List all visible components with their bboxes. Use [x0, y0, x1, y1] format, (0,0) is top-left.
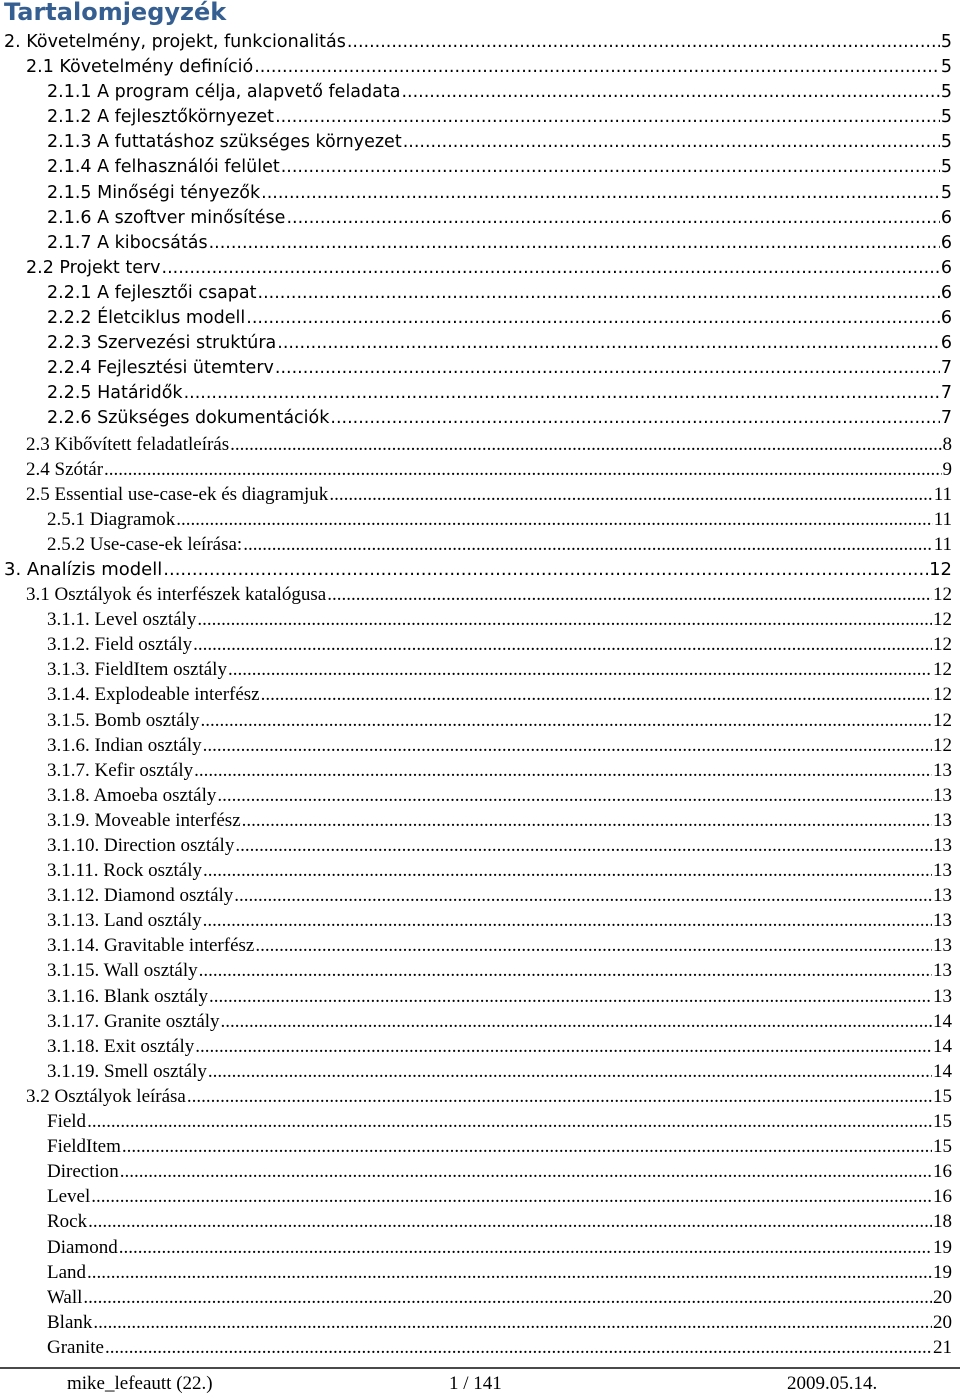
- toc-dot-leader: [255, 933, 932, 958]
- toc-entry[interactable]: [0, 231, 960, 256]
- toc-entry-label: 2.1.7 A kibocsátás: [47, 232, 208, 253]
- toc-entry-page-number: 13: [933, 910, 952, 932]
- toc-entry-label: 2.2.1 A fejlesztői csapat: [47, 282, 257, 303]
- toc-entry-page-number: 14: [933, 1010, 952, 1032]
- toc-entry-label: 2.1.3 A futtatáshoz szükséges környezet: [47, 132, 402, 153]
- toc-entry-label: 2.1.4 A felhasználói felület: [47, 157, 280, 178]
- toc-entry[interactable]: [0, 181, 960, 206]
- toc-entry-page-number: 7: [940, 408, 952, 429]
- toc-entry-page-number: 12: [933, 734, 952, 756]
- toc-entry-page-number: 13: [933, 960, 952, 982]
- toc-dot-leader: [254, 55, 940, 80]
- toc-entry-page-number: 13: [933, 835, 952, 856]
- toc-entry-page-number: 6: [940, 333, 952, 354]
- toc-entry-page-number: 18: [933, 1211, 952, 1233]
- toc-entry-page-number: 14: [933, 1060, 952, 1082]
- toc-dot-leader: [93, 1310, 932, 1335]
- toc-dot-leader: [228, 657, 932, 682]
- toc-entry-label: Diamond: [47, 1236, 118, 1258]
- toc-entry[interactable]: [0, 708, 960, 733]
- toc-entry-label: 3.1.15. Wall osztály: [47, 960, 198, 982]
- toc-entry-page-number: 13: [933, 985, 952, 1007]
- toc-entry-page-number: 5: [940, 182, 952, 203]
- toc-entry[interactable]: [0, 331, 960, 356]
- toc-dot-leader: [162, 256, 940, 281]
- toc-entry-page-number: 6: [940, 282, 952, 303]
- toc-entry-label: 3.1.16. Blank osztály: [47, 985, 208, 1007]
- toc-dot-leader: [330, 406, 939, 431]
- toc-dot-leader: [194, 758, 932, 783]
- toc-entry[interactable]: [0, 1310, 960, 1335]
- toc-entry[interactable]: [0, 1084, 960, 1109]
- toc-dot-leader: [184, 381, 940, 406]
- toc-entry-page-number: 5: [940, 157, 952, 178]
- toc-dot-leader: [217, 783, 932, 808]
- toc-list: [0, 30, 960, 1360]
- toc-entry-label: Land: [47, 1261, 87, 1283]
- toc-entry[interactable]: [0, 1235, 960, 1260]
- toc-dot-leader: [201, 708, 932, 733]
- toc-entry-page-number: 14: [933, 1035, 952, 1057]
- toc-dot-leader: [87, 1260, 932, 1285]
- toc-entry[interactable]: [0, 1059, 960, 1084]
- toc-dot-leader: [203, 858, 932, 883]
- toc-entry-label: 2.2.2 Életciklus modell: [47, 308, 246, 329]
- toc-entry-label: 3.1.17. Granite osztály: [47, 1010, 220, 1032]
- toc-entry-label: 3.1.3. FieldItem osztály: [47, 659, 227, 681]
- toc-entry-label: Wall: [47, 1286, 83, 1308]
- toc-entry-label: 3.1.7. Kefir osztály: [47, 759, 194, 781]
- toc-entry-label: FieldItem: [47, 1136, 121, 1158]
- toc-entry-label: 3.1 Osztályok és interfészek katalógusa: [26, 584, 327, 606]
- toc-dot-leader: [119, 1235, 932, 1260]
- toc-dot-leader: [176, 507, 932, 532]
- toc-entry[interactable]: [0, 1009, 960, 1034]
- toc-entry[interactable]: [0, 1209, 960, 1234]
- toc-entry-label: Field: [47, 1111, 87, 1133]
- toc-entry-label: 2.1.1 A program célja, alapvető feladata: [47, 82, 401, 103]
- toc-entry-page-number: 11: [933, 508, 952, 530]
- toc-entry-label: 3.1.19. Smell osztály: [47, 1060, 207, 1082]
- toc-entry[interactable]: [0, 984, 960, 1009]
- toc-entry-page-number: 13: [933, 784, 952, 806]
- toc-entry-label: 3.2 Osztályok leírása: [26, 1085, 186, 1107]
- toc-dot-leader: [327, 582, 932, 607]
- toc-entry-label: 3.1.8. Amoeba osztály: [47, 784, 217, 806]
- toc-entry[interactable]: [0, 833, 960, 858]
- toc-entry[interactable]: [0, 908, 960, 933]
- toc-dot-leader: [329, 482, 932, 507]
- toc-entry-label: 2.5 Essential use-case-ek és diagramjuk: [26, 483, 329, 505]
- toc-dot-leader: [221, 1009, 932, 1034]
- toc-entry-page-number: 20: [933, 1286, 952, 1308]
- toc-dot-leader: [197, 607, 932, 632]
- toc-dot-leader: [275, 356, 940, 381]
- toc-entry-page-number: 12: [933, 659, 952, 681]
- toc-entry-label: 2.1.5 Minőségi tényezők: [47, 182, 261, 203]
- toc-entry[interactable]: [0, 532, 960, 557]
- footer-date: 2009.05.14.: [787, 1373, 878, 1394]
- toc-dot-leader: [209, 984, 932, 1009]
- toc-dot-leader: [91, 1184, 932, 1209]
- toc-entry-label: 2.3 Kibővített feladatleírás: [26, 433, 230, 455]
- toc-dot-leader: [235, 833, 932, 858]
- toc-entry-page-number: 12: [929, 558, 952, 580]
- toc-entry[interactable]: [0, 883, 960, 908]
- toc-dot-leader: [242, 808, 932, 833]
- toc-entry[interactable]: [0, 1134, 960, 1159]
- toc-entry[interactable]: [0, 632, 960, 657]
- toc-dot-leader: [120, 1159, 932, 1184]
- toc-entry-page-number: 13: [933, 759, 952, 781]
- toc-entry[interactable]: [0, 130, 960, 155]
- toc-dot-leader: [203, 908, 932, 933]
- toc-entry[interactable]: [0, 758, 960, 783]
- toc-entry[interactable]: [0, 482, 960, 507]
- toc-entry[interactable]: [0, 933, 960, 958]
- toc-entry[interactable]: [0, 958, 960, 983]
- toc-entry[interactable]: [0, 783, 960, 808]
- toc-entry[interactable]: [0, 381, 960, 406]
- toc-entry-label: 3.1.4. Explodeable interfész: [47, 684, 260, 706]
- toc-entry[interactable]: [0, 281, 960, 306]
- toc-entry-label: Rock: [47, 1211, 88, 1233]
- toc-dot-leader: [83, 1285, 932, 1310]
- toc-entry-label: 3.1.5. Bomb osztály: [47, 709, 200, 731]
- toc-dot-leader: [195, 1034, 932, 1059]
- toc-entry-page-number: 16: [933, 1186, 952, 1208]
- toc-entry-label: 2.2 Projekt terv: [26, 257, 161, 278]
- toc-entry-page-number: 16: [933, 1161, 952, 1183]
- toc-entry-label: 2.1.2 A fejlesztőkörnyezet: [47, 107, 275, 128]
- toc-dot-leader: [258, 281, 940, 306]
- toc-entry-page-number: 5: [940, 32, 952, 52]
- toc-entry[interactable]: [0, 80, 960, 105]
- toc-entry-label: 2. Követelmény, projekt, funkcionalitás: [4, 32, 346, 52]
- toc-entry[interactable]: [0, 256, 960, 281]
- toc-entry[interactable]: [0, 1109, 960, 1134]
- toc-dot-leader: [277, 331, 940, 356]
- toc-entry[interactable]: [0, 607, 960, 632]
- toc-entry-page-number: 5: [940, 57, 952, 78]
- toc-dot-leader: [275, 105, 940, 130]
- toc-entry-label: 3.1.18. Exit osztály: [47, 1035, 195, 1057]
- toc-entry-page-number: 6: [940, 257, 952, 278]
- toc-title: Tartalomjegyzék: [4, 0, 227, 26]
- toc-entry-label: 2.2.3 Szervezési struktúra: [47, 333, 277, 354]
- toc-entry-page-number: 19: [933, 1261, 952, 1283]
- toc-entry-page-number: 13: [933, 935, 952, 957]
- toc-entry[interactable]: [0, 1184, 960, 1209]
- toc-entry-page-number: 7: [940, 383, 952, 404]
- toc-entry-page-number: 12: [933, 684, 952, 706]
- toc-entry[interactable]: [0, 507, 960, 532]
- toc-entry-page-number: 13: [933, 809, 952, 831]
- toc-entry-page-number: 6: [940, 207, 952, 228]
- toc-entry-page-number: 13: [933, 860, 952, 882]
- toc-entry[interactable]: [0, 105, 960, 130]
- toc-entry-page-number: 8: [942, 433, 952, 455]
- toc-entry-page-number: 5: [940, 132, 952, 153]
- toc-entry-label: 2.2.5 Határidők: [47, 383, 183, 404]
- toc-dot-leader: [230, 432, 941, 457]
- toc-entry[interactable]: [0, 808, 960, 833]
- toc-entry-label: 3.1.14. Gravitable interfész: [47, 935, 255, 957]
- toc-entry[interactable]: [0, 733, 960, 758]
- footer-author: mike_lefeautt (22.): [67, 1373, 213, 1394]
- toc-dot-leader: [243, 532, 933, 557]
- toc-dot-leader: [203, 733, 932, 758]
- toc-dot-leader: [281, 155, 940, 180]
- toc-entry-label: 2.1.6 A szoftver minősítése: [47, 207, 286, 228]
- toc-entry-label: 2.5.2 Use-case-ek leírása:: [47, 533, 243, 555]
- toc-entry-page-number: 11: [933, 483, 952, 505]
- toc-entry-label: Direction: [47, 1161, 119, 1183]
- toc-entry-page-number: 9: [942, 458, 952, 480]
- toc-dot-leader: [193, 632, 932, 657]
- toc-dot-leader: [261, 682, 932, 707]
- toc-entry[interactable]: [0, 406, 960, 431]
- toc-entry[interactable]: [0, 155, 960, 180]
- toc-entry-label: 3.1.2. Field osztály: [47, 634, 193, 656]
- toc-entry[interactable]: [0, 1285, 960, 1310]
- toc-dot-leader: [105, 1335, 932, 1360]
- toc-entry-page-number: 20: [933, 1311, 952, 1333]
- toc-entry-label: 3.1.6. Indian osztály: [47, 734, 202, 756]
- toc-entry[interactable]: [0, 457, 960, 482]
- toc-entry-page-number: 13: [933, 885, 952, 907]
- toc-dot-leader: [246, 306, 940, 331]
- toc-entry[interactable]: [0, 1159, 960, 1184]
- toc-entry[interactable]: [0, 432, 960, 457]
- toc-entry[interactable]: [0, 206, 960, 231]
- toc-entry-label: 3.1.1. Level osztály: [47, 609, 197, 631]
- page-footer: [0, 1372, 960, 1396]
- toc-entry-label: 3.1.12. Diamond osztály: [47, 885, 234, 907]
- toc-entry-label: 2.2.4 Fejlesztési ütemterv: [47, 358, 274, 379]
- toc-entry[interactable]: [0, 657, 960, 682]
- toc-entry[interactable]: [0, 306, 960, 331]
- toc-dot-leader: [286, 206, 939, 231]
- toc-entry-label: 3.1.11. Rock osztály: [47, 860, 202, 882]
- toc-dot-leader: [199, 958, 932, 983]
- toc-entry-page-number: 21: [933, 1336, 952, 1358]
- toc-entry-page-number: 7: [940, 358, 952, 379]
- toc-dot-leader: [104, 457, 941, 482]
- toc-entry-page-number: 5: [940, 82, 952, 103]
- toc-entry[interactable]: [0, 1335, 960, 1360]
- toc-entry[interactable]: [0, 582, 960, 607]
- toc-dot-leader: [122, 1134, 932, 1159]
- toc-dot-leader: [401, 80, 939, 105]
- toc-dot-leader: [234, 883, 932, 908]
- toc-entry-label: Granite: [47, 1336, 104, 1358]
- footer-divider: [0, 1367, 960, 1369]
- toc-entry-label: Blank: [47, 1311, 93, 1333]
- toc-entry-label: 2.1 Követelmény definíció: [26, 57, 254, 78]
- toc-entry-label: 2.5.1 Diagramok: [47, 508, 176, 530]
- toc-entry[interactable]: [0, 682, 960, 707]
- toc-entry-label: 2.4 Szótár: [26, 458, 104, 480]
- toc-entry-label: 3.1.10. Direction osztály: [47, 835, 235, 856]
- toc-entry-page-number: 12: [933, 584, 952, 606]
- toc-entry-label: 3.1.9. Moveable interfész: [47, 809, 241, 831]
- toc-dot-leader: [163, 557, 928, 582]
- toc-dot-leader: [87, 1109, 932, 1134]
- toc-entry-page-number: 11: [933, 533, 952, 555]
- toc-entry-label: 3. Analízis modell: [4, 558, 163, 580]
- toc-dot-leader: [208, 1059, 932, 1084]
- toc-entry[interactable]: [0, 55, 960, 80]
- toc-dot-leader: [88, 1209, 932, 1234]
- toc-entry-page-number: 6: [940, 308, 952, 329]
- toc-entry-page-number: 12: [933, 634, 952, 656]
- toc-entry-label: 3.1.13. Land osztály: [47, 910, 202, 932]
- toc-entry-page-number: 12: [933, 609, 952, 631]
- toc-entry[interactable]: [0, 30, 960, 55]
- toc-entry-page-number: 19: [933, 1236, 952, 1258]
- toc-entry-page-number: 6: [940, 232, 952, 253]
- toc-dot-leader: [261, 181, 940, 206]
- toc-entry-page-number: 5: [940, 107, 952, 128]
- toc-entry-page-number: 12: [933, 709, 952, 731]
- toc-dot-leader: [347, 30, 940, 55]
- toc-entry-page-number: 15: [933, 1085, 952, 1107]
- toc-entry-label: Level: [47, 1186, 91, 1208]
- toc-entry-page-number: 15: [933, 1111, 952, 1133]
- toc-entry[interactable]: [0, 557, 960, 582]
- toc-entry[interactable]: [0, 1034, 960, 1059]
- toc-entry[interactable]: [0, 858, 960, 883]
- toc-entry-label: 2.2.6 Szükséges dokumentációk: [47, 408, 330, 429]
- toc-dot-leader: [403, 130, 940, 155]
- toc-dot-leader: [209, 231, 940, 256]
- toc-entry-page-number: 15: [933, 1136, 952, 1158]
- toc-entry[interactable]: [0, 1260, 960, 1285]
- toc-entry[interactable]: [0, 356, 960, 381]
- toc-dot-leader: [187, 1084, 932, 1109]
- footer-page-indicator: 1 / 141: [449, 1373, 502, 1394]
